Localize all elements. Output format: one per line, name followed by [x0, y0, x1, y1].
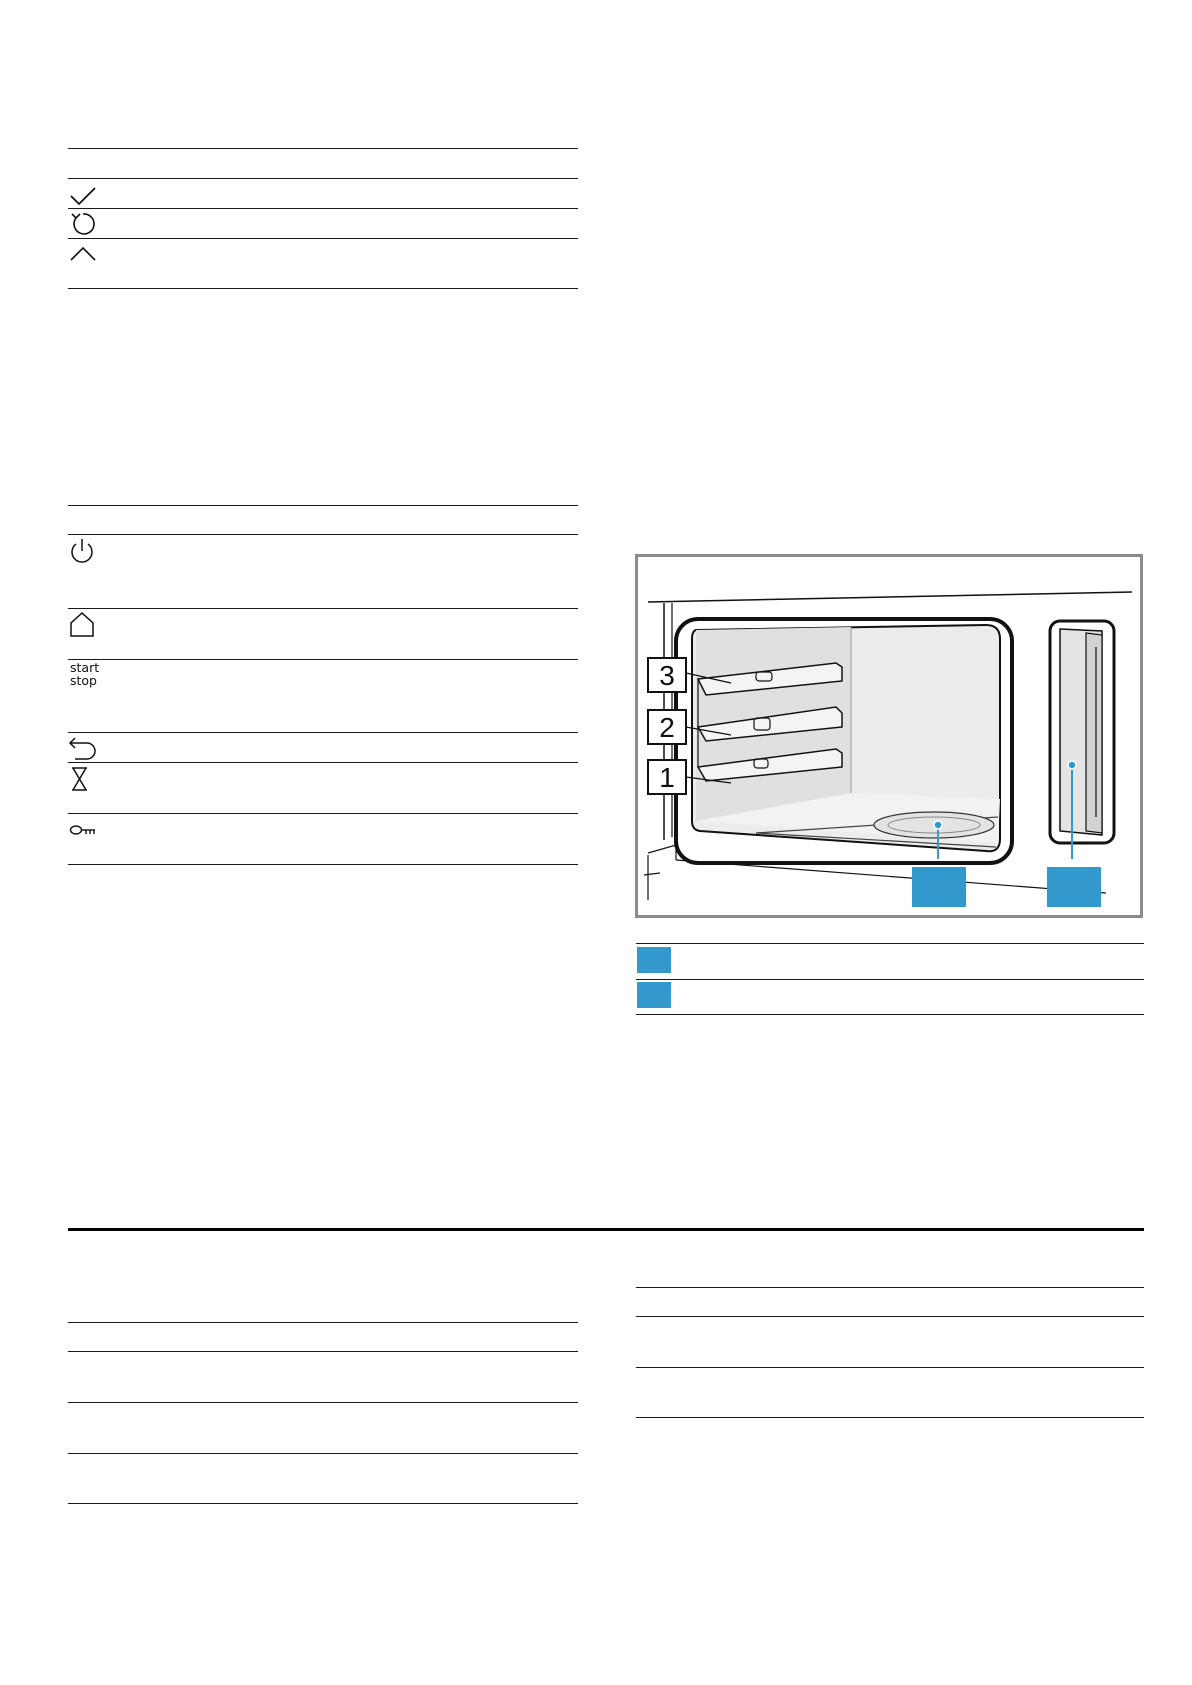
table2-row-rule — [68, 608, 578, 609]
oven-cavity-illustration — [636, 555, 1144, 919]
level-label-3: 3 — [659, 660, 675, 691]
table3-row-rule — [68, 1453, 578, 1454]
undo-icon — [68, 209, 98, 239]
start-stop-icon — [70, 661, 99, 687]
table4-row-rule — [636, 1367, 1144, 1368]
table3-header-rule — [68, 1351, 578, 1352]
chevron-up-icon — [68, 239, 98, 269]
table2-header-rule — [68, 534, 578, 535]
key-icon — [68, 816, 98, 846]
table3-row-rule — [68, 1402, 578, 1403]
checkmark-icon — [68, 181, 98, 211]
power-icon — [67, 536, 97, 566]
callout-turntable — [912, 867, 966, 907]
table1-header-rule — [68, 178, 578, 179]
start-label: start — [70, 660, 100, 675]
table3-top-rule — [68, 1322, 578, 1323]
table4-bottom-rule — [636, 1417, 1144, 1418]
legend-marker-2 — [637, 982, 671, 1008]
callout-side-panel — [1047, 867, 1101, 907]
table2-row-rule — [68, 732, 578, 733]
table4-top-rule — [636, 1287, 1144, 1288]
level-label-1: 1 — [659, 762, 675, 793]
table2-bottom-rule — [68, 864, 578, 865]
table1-bottom-rule — [68, 288, 578, 289]
table2-row-rule — [68, 762, 578, 763]
section-divider — [68, 1228, 1144, 1231]
stop-label: stop — [70, 673, 97, 688]
home-icon — [67, 610, 97, 640]
legend-rule — [636, 1014, 1144, 1015]
level-label-2: 2 — [659, 712, 675, 743]
table2-row-rule — [68, 659, 578, 660]
back-icon — [67, 733, 97, 763]
legend-marker-1 — [637, 947, 671, 973]
table1-row-rule — [68, 238, 578, 239]
hourglass-icon — [67, 764, 97, 794]
table1-top-rule — [68, 148, 578, 149]
legend-rule — [636, 943, 1144, 944]
table2-top-rule — [68, 505, 578, 506]
table4-header-rule — [636, 1316, 1144, 1317]
table2-row-rule — [68, 813, 578, 814]
table3-bottom-rule — [68, 1503, 578, 1504]
table1-row-rule — [68, 208, 578, 209]
legend-rule — [636, 979, 1144, 980]
